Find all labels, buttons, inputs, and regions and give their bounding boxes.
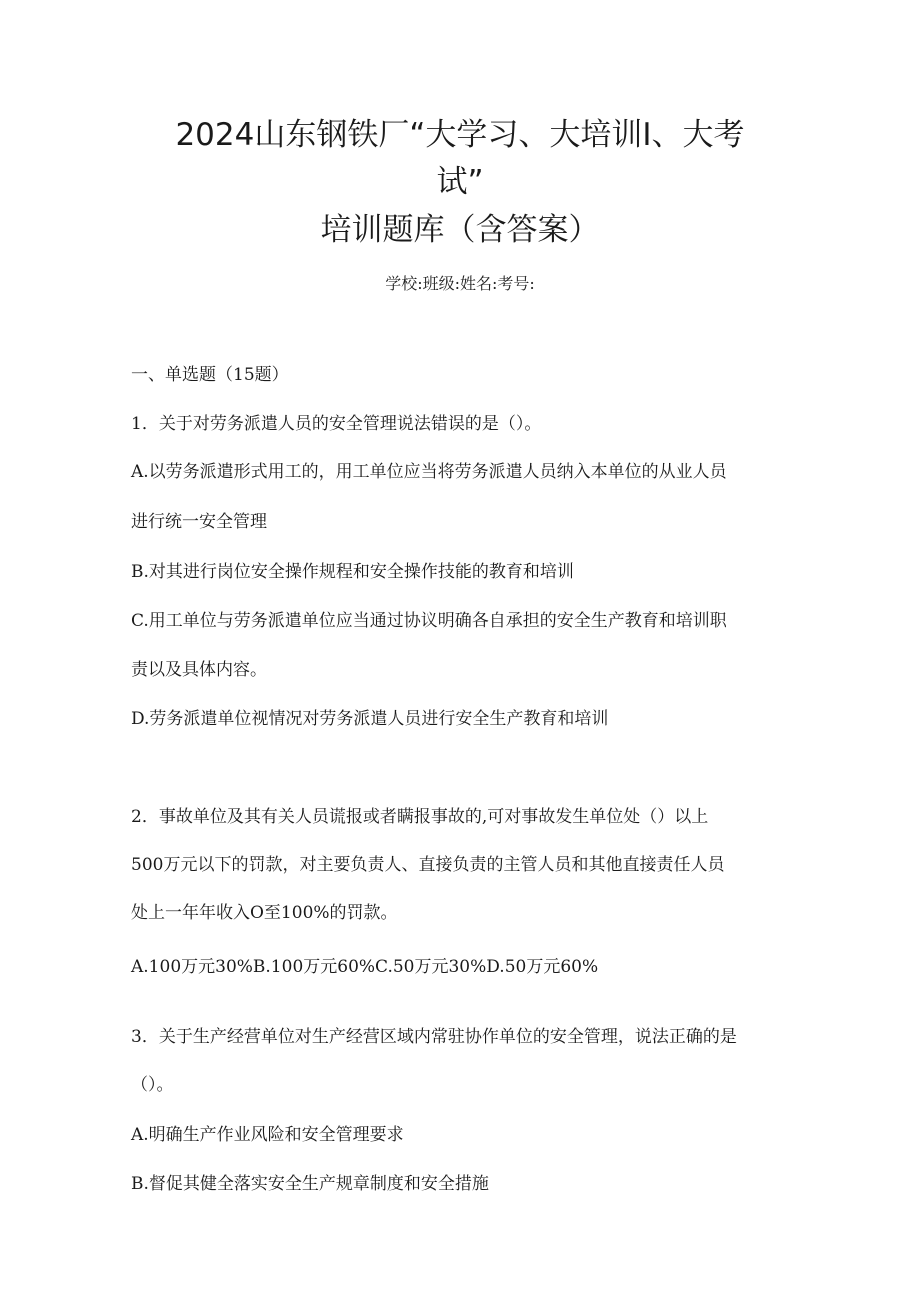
question-1-option-b: B.对其进行岗位安全操作规程和安全操作技能的教育和培训 xyxy=(131,562,574,582)
question-1-option-a-continued: 进行统一安全管理 xyxy=(131,512,267,532)
question-3-text: 3．关于生产经营单位对生产经营区域内常驻协作单位的安全管理，说法正确的是 xyxy=(131,1027,737,1047)
question-1-option-d: D.劳务派遣单位视情况对劳务派遣人员进行安全生产教育和培训 xyxy=(131,709,609,729)
question-2-text-line-2: 500万元以下的罚款，对主要负责人、直接负责的主管人员和其他直接责任人员 xyxy=(131,855,725,875)
question-2-options: A.100万元30%B.100万元60%C.50万元30%D.50万元60% xyxy=(131,957,599,977)
document-title-line-2: 试” xyxy=(436,164,484,200)
question-3-text-line-2: （）。 xyxy=(131,1075,174,1095)
document-subtitle: 培训题库（含答案） xyxy=(320,212,600,248)
question-2-text: 2．事故单位及其有关人员谎报或者瞒报事故的,可对事故发生单位处（）以上 xyxy=(131,807,709,827)
question-3-option-b: B.督促其健全落实安全生产规章制度和安全措施 xyxy=(131,1174,489,1194)
section-heading: 一、单选题（15题） xyxy=(131,365,289,385)
question-1-option-c: C.用工单位与劳务派遣单位应当通过协议明确各自承担的安全生产教育和培训职 xyxy=(131,611,727,631)
question-1-option-a: A.以劳务派遣形式用工的，用工单位应当将劳务派遣人员纳入本单位的从业人员 xyxy=(131,462,727,482)
question-1-option-c-continued: 责以及具体内容。 xyxy=(131,660,267,680)
student-info-line: 学校:班级:姓名:考号: xyxy=(385,274,535,293)
question-2-text-line-3: 处上一年年收入O至100%的罚款。 xyxy=(131,903,398,923)
question-3-option-a: A.明确生产作业风险和安全管理要求 xyxy=(131,1125,404,1145)
question-1-text: 1．关于对劳务派遣人员的安全管理说法错误的是（）。 xyxy=(131,414,542,434)
document-title-line-1: 2024山东钢铁厂“大学习、大培训I、大考 xyxy=(175,117,745,153)
